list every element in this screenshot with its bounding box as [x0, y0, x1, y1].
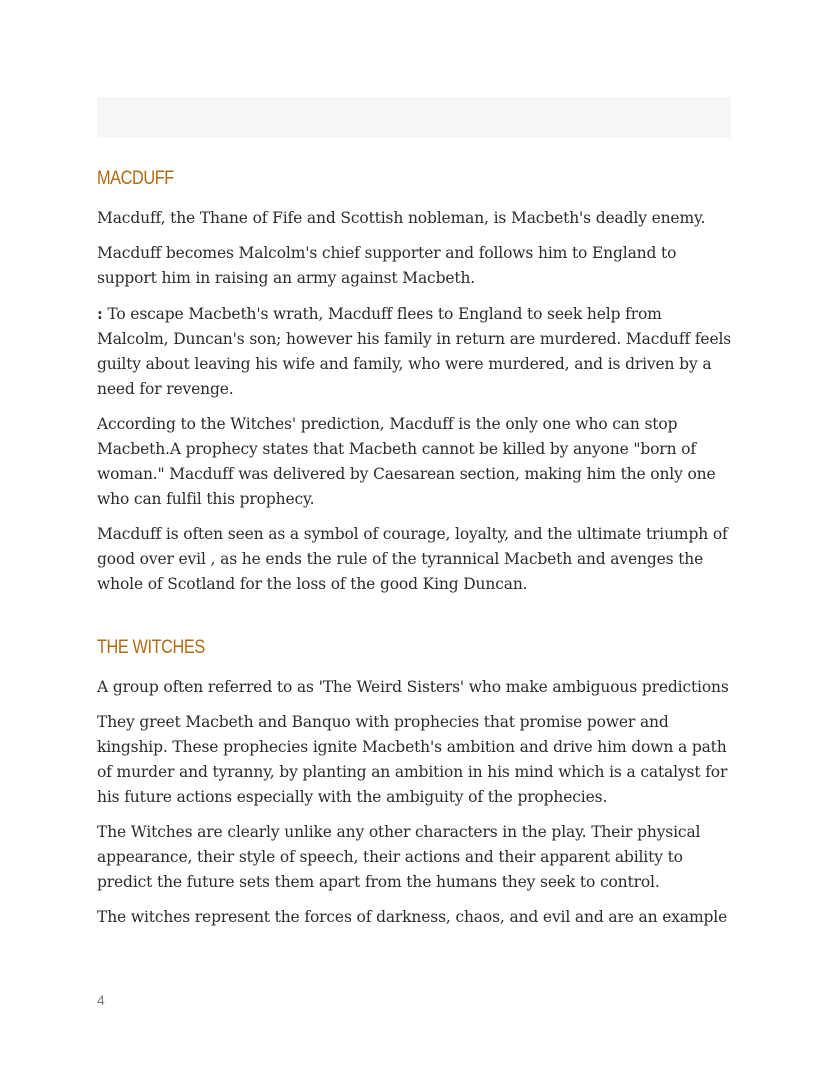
paragraph: Macduff becomes Malcolm's chief supporter and follows him to England to support him in raising an army against Macbeth. — [97, 244, 677, 287]
paragraph: Macduff is often seen as a symbol of courage, loyalty, and the ultimate triumph of good over evil , as he ends the rule of the tyrannical Macbeth and avenges the whole of Scotland for the loss of the good King Duncan. — [97, 525, 728, 593]
paragraph — [97, 301, 737, 402]
paragraph-text: To escape Macbeth's wrath, Macduff flees to England to seek help from Malcolm, Duncan's son; however his family in return are murdered. Macduff feels guilty about leaving his wife and family, who were murdered, and is driven by a need for revenge. — [97, 305, 732, 398]
section-heading-witches: THE WITCHES — [97, 637, 205, 658]
paragraph: They greet Macbeth and Banquo with prophecies that promise power and kingship. These prophecies ignite Macbeth's ambition and drive him down a path of murder and tyranny, by planting an ambition in his mind which is a catalyst for his future actions especially with the ambiguity of the prophecies. — [97, 713, 728, 806]
paragraph: A group often referred to as 'The Weird Sisters' who make ambiguous predictions — [97, 678, 729, 696]
paragraph: The Witches are clearly unlike any other characters in the play. Their physical appearance, their style of speech, their actions and their apparent ability to predict the future sets them apart from the humans they seek to control. — [97, 823, 701, 891]
paragraph: The witches represent the forces of darkness, chaos, and evil and are an example — [97, 908, 728, 926]
paragraph-prefix: : — [97, 304, 103, 323]
page-number: 4 — [97, 992, 105, 1008]
document-body — [97, 162, 737, 940]
header-placeholder-box — [97, 97, 731, 138]
section-macduff — [97, 162, 737, 597]
section-witches — [97, 631, 737, 930]
paragraph: Macduff, the Thane of Fife and Scottish nobleman, is Macbeth's deadly enemy. — [97, 209, 706, 227]
section-heading-macduff: MACDUFF — [97, 168, 174, 189]
paragraph: According to the Witches' prediction, Macduff is the only one who can stop Macbeth.A prophecy states that Macbeth cannot be killed by anyone "born of woman." Macduff was delivered by Caesarean section, making him the only one who can fulfil this prophecy. — [97, 415, 716, 508]
